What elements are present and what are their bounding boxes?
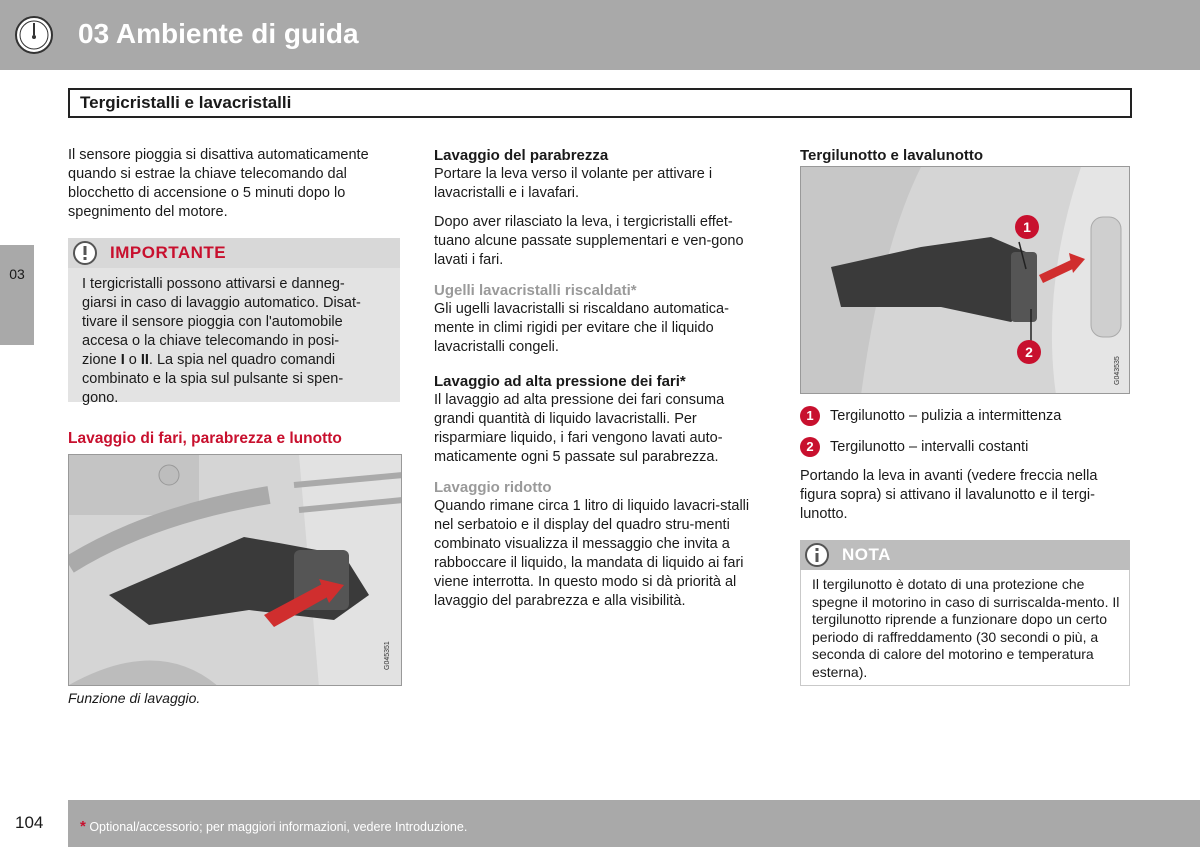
paragraph: Quando rimane circa 1 litro di liquido lavacri-stalli nel serbatoio e il display del quadro stru-menti combinato visualizza il messaggio che invita a rabboccare il liquido, la mandata di liquido ai fari viene interrotta. In questo modo si dà priorità al lavaggio del parabrezza e alla visibilità.: [434, 498, 750, 609]
footer-note-text: Optional/accessorio; per maggiori informazioni, vedere Introduzione.: [89, 820, 468, 834]
section-heading: Lavaggio del parabrezza: [434, 147, 609, 164]
speedometer-icon: [14, 15, 54, 55]
chapter-title: 03 Ambiente di guida: [78, 18, 359, 49]
section-title: Tergicristalli e lavacristalli: [80, 93, 292, 112]
important-title: IMPORTANTE: [110, 243, 227, 262]
text-span: o: [124, 352, 141, 368]
figure-code: G043535: [1114, 356, 1121, 385]
footnote-star: *: [80, 818, 86, 835]
legend-text: Tergilunotto – intervalli costanti: [830, 439, 1029, 455]
text-span: . La spia nel quadro comandi: [148, 352, 336, 368]
important-text: [82, 275, 394, 408]
washing-heading: Lavaggio di fari, parabrezza e lunotto: [68, 430, 342, 447]
side-chapter-tab: [0, 245, 34, 345]
important-line: gono.: [82, 390, 119, 406]
side-chapter-tab-label: 03: [9, 266, 25, 282]
intro-paragraph: Il sensore pioggia si disattiva automaticamente quando si estrae la chiave telecomando dal blocchetto di accensione o 5 minuti dopo lo spegnimento del motore.: [68, 147, 369, 220]
paragraph: Gli ugelli lavacristalli si riscaldano automatica-mente in climi rigidi per evitare che il liquido lavacristalli congeli.: [434, 301, 729, 355]
bold-position: I: [120, 352, 125, 368]
figure-caption: Funzione di lavaggio.: [68, 690, 201, 706]
rear-wiper-figure: [800, 166, 1130, 394]
important-line: tivare il sensore pioggia con l'automobile: [82, 314, 343, 330]
washing-figure: [68, 454, 402, 686]
column-2: [434, 146, 764, 611]
important-line: giarsi in caso di lavaggio automatico. Disat-: [82, 295, 361, 311]
paragraph: Il lavaggio ad alta pressione dei fari consuma grandi quantità di liquido lavacristalli. Per risparmiare liquido, i fari vengono lavati auto-maticamente ogni 5 passate sul parabrezza.: [434, 392, 725, 465]
steering-stalk-illustration: [69, 455, 402, 686]
important-line: accesa o la chiave telecomando in posi-: [82, 333, 340, 349]
warning-icon: [72, 240, 98, 266]
paragraph: Dopo aver rilasciato la leva, i tergicristalli effet-tuano alcune passate supplementari e ven-gono lavati i fari.: [434, 214, 744, 268]
nota-text: Il tergilunotto è dotato di una protezione che spegne il motorino in caso di surriscalda-mento. Il tergilunotto riprende a funzionare dopo un certo periodo di raffreddamento (30 secondi o più, a seconda di calore del motorino e temperatura esterna).: [812, 576, 1120, 680]
important-line: [82, 351, 394, 370]
figure-code: G045351: [384, 641, 391, 670]
important-line: I tergicristalli possono attivarsi e danneg-: [82, 276, 345, 292]
important-line: combinato e la spia sul pulsante si spen-: [82, 371, 344, 387]
legend-item: [800, 437, 1130, 457]
page-number: 104: [15, 813, 44, 832]
rear-wiper-heading: Tergilunotto e lavalunotto: [800, 147, 984, 164]
legend-text: Tergilunotto – pulizia a intermittenza: [830, 408, 1062, 424]
callout-1: 1: [1023, 219, 1031, 235]
callout-2: 2: [1025, 344, 1033, 360]
bold-position: II: [140, 352, 149, 368]
legend-number-badge: 2: [800, 437, 820, 457]
footer-note: [80, 818, 467, 835]
nota-title: NOTA: [842, 545, 891, 564]
legend-number-badge: 1: [800, 406, 820, 426]
rear-wiper-stalk-illustration: [801, 167, 1130, 394]
section-heading: Lavaggio ad alta pressione dei fari*: [434, 373, 686, 390]
legend-item: [800, 406, 1130, 426]
section-heading: Lavaggio ridotto: [434, 479, 552, 496]
paragraph: Portare la leva verso il volante per attivare i lavacristalli e i lavafari.: [434, 166, 713, 201]
section-heading: Ugelli lavacristalli riscaldati*: [434, 282, 637, 299]
info-icon: [804, 542, 830, 568]
rear-wiper-paragraph: Portando la leva in avanti (vedere freccia nella figura sopra) si attivano il lavalunotto e il tergi-lunotto.: [800, 468, 1098, 522]
text-span: zione: [82, 352, 121, 368]
